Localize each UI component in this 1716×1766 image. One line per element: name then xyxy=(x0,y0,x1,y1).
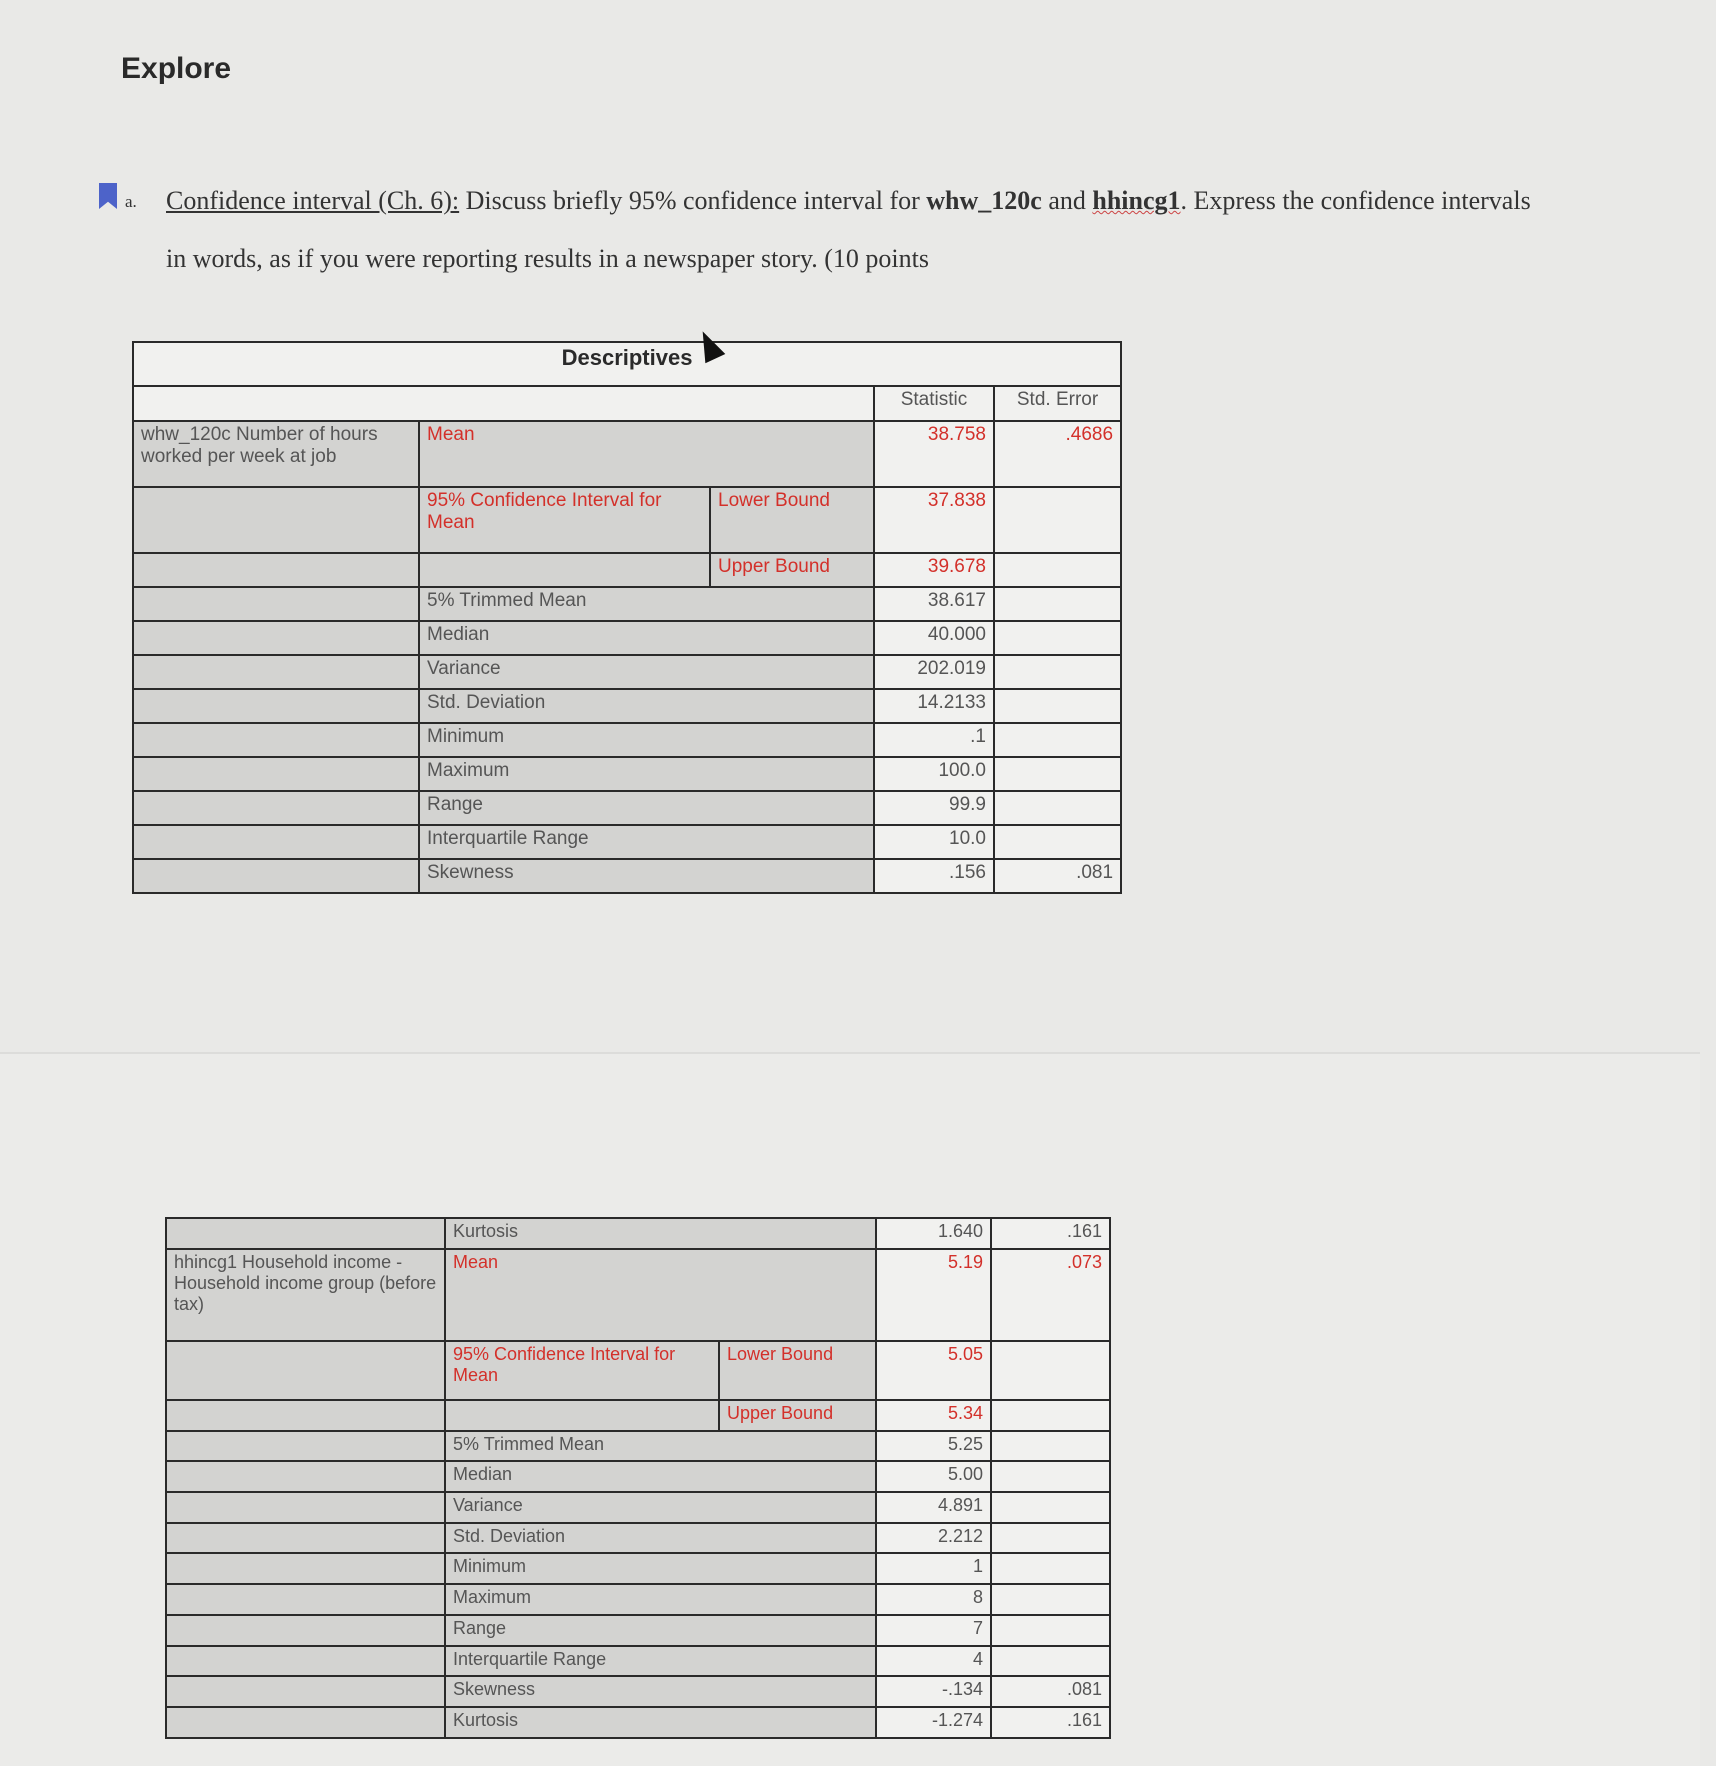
header-std-error: Std. Error xyxy=(994,386,1121,421)
question-number: a. xyxy=(125,192,137,211)
std-error-value xyxy=(994,487,1121,553)
table-row xyxy=(133,825,1121,859)
statistic-value: 5.00 xyxy=(876,1461,991,1492)
std-error-value xyxy=(994,621,1121,655)
row-label: Std. Deviation xyxy=(419,689,874,723)
table-row xyxy=(133,553,1121,587)
row-label: Variance xyxy=(445,1492,876,1523)
table-row xyxy=(166,1249,1110,1341)
table-row xyxy=(133,421,1121,487)
statistic-value: 8 xyxy=(876,1584,991,1615)
table-row xyxy=(166,1400,1110,1431)
row-label-mean: Mean xyxy=(445,1249,876,1341)
table-row xyxy=(133,757,1121,791)
descriptives-table-hhincg1 xyxy=(165,1217,1111,1739)
table-row xyxy=(166,1615,1110,1646)
blank-cell xyxy=(166,1523,445,1554)
blank-cell xyxy=(166,1676,445,1707)
header-blank xyxy=(133,386,874,421)
blank-cell xyxy=(166,1707,445,1738)
statistic-value: 38.758 xyxy=(874,421,994,487)
statistic-value: 39.678 xyxy=(874,553,994,587)
table-row xyxy=(133,487,1121,553)
table-row xyxy=(166,1676,1110,1707)
std-error-value xyxy=(991,1492,1110,1523)
table-row xyxy=(166,1218,1110,1249)
std-error-value xyxy=(991,1461,1110,1492)
row-label: Maximum xyxy=(419,757,874,791)
question-part: and xyxy=(1041,186,1093,215)
header-statistic: Statistic xyxy=(874,386,994,421)
row-label: Variance xyxy=(419,655,874,689)
row-label-mean: Mean xyxy=(419,421,874,487)
question-part: . Express the confidence intervals in words, as if you were reporting results in a newspaper story. (10 points xyxy=(166,186,1531,273)
blank-cell xyxy=(133,757,419,791)
table-row xyxy=(166,1707,1110,1738)
descriptives-table-whw120c xyxy=(132,341,1122,894)
upper-bound-label: Upper Bound xyxy=(719,1400,876,1431)
table-row xyxy=(133,621,1121,655)
statistic-value: 14.2133 xyxy=(874,689,994,723)
row-label: Kurtosis xyxy=(445,1707,876,1738)
statistic-value: 10.0 xyxy=(874,825,994,859)
statistic-value: 1.640 xyxy=(876,1218,991,1249)
statistic-value: 99.9 xyxy=(874,791,994,825)
blank-cell xyxy=(419,553,710,587)
statistic-value: 2.212 xyxy=(876,1523,991,1554)
row-label: Range xyxy=(445,1615,876,1646)
blank-cell xyxy=(166,1461,445,1492)
question-text xyxy=(166,172,1546,288)
table-title: Descriptives xyxy=(133,342,1121,386)
blank-cell xyxy=(133,859,419,893)
std-error-value: .161 xyxy=(991,1218,1110,1249)
variable-label: whw_120c Number of hours worked per week at job xyxy=(133,421,419,487)
std-error-value xyxy=(994,689,1121,723)
row-label: Interquartile Range xyxy=(445,1646,876,1677)
row-label: Median xyxy=(419,621,874,655)
std-error-value xyxy=(994,757,1121,791)
table-row xyxy=(133,386,1121,421)
question-topic: Confidence interval (Ch. 6): xyxy=(166,186,460,215)
blank-cell xyxy=(166,1553,445,1584)
variable-name: hhincg1 xyxy=(1092,186,1181,215)
blank-cell xyxy=(133,487,419,553)
row-label: Skewness xyxy=(419,859,874,893)
std-error-value xyxy=(991,1615,1110,1646)
statistic-value: 7 xyxy=(876,1615,991,1646)
std-error-value: .073 xyxy=(991,1249,1110,1341)
std-error-value xyxy=(994,587,1121,621)
table-row xyxy=(166,1461,1110,1492)
table-row xyxy=(133,723,1121,757)
std-error-value xyxy=(991,1553,1110,1584)
statistic-value: 38.617 xyxy=(874,587,994,621)
blank-cell xyxy=(133,655,419,689)
blank-cell xyxy=(166,1400,445,1431)
table-row xyxy=(133,342,1121,386)
table-row xyxy=(166,1584,1110,1615)
statistic-value: 5.34 xyxy=(876,1400,991,1431)
std-error-value: .081 xyxy=(991,1676,1110,1707)
statistic-value: 5.19 xyxy=(876,1249,991,1341)
std-error-value xyxy=(994,791,1121,825)
std-error-value xyxy=(991,1400,1110,1431)
lower-bound-label: Lower Bound xyxy=(710,487,874,553)
blank-cell xyxy=(166,1646,445,1677)
statistic-value: 1 xyxy=(876,1553,991,1584)
row-label: Minimum xyxy=(419,723,874,757)
table-row xyxy=(166,1431,1110,1462)
statistic-value: -1.274 xyxy=(876,1707,991,1738)
row-label: Std. Deviation xyxy=(445,1523,876,1554)
statistic-value: 202.019 xyxy=(874,655,994,689)
variable-name: whw_120c xyxy=(926,186,1042,215)
table-row xyxy=(166,1492,1110,1523)
blank-cell xyxy=(166,1584,445,1615)
std-error-value xyxy=(991,1646,1110,1677)
std-error-value: .081 xyxy=(994,859,1121,893)
table-row xyxy=(133,859,1121,893)
table-row xyxy=(166,1523,1110,1554)
statistic-value: 37.838 xyxy=(874,487,994,553)
ci-label: 95% Confidence Interval for Mean xyxy=(445,1341,719,1400)
row-label: Skewness xyxy=(445,1676,876,1707)
std-error-value xyxy=(991,1523,1110,1554)
blank-cell xyxy=(133,553,419,587)
blank-cell xyxy=(445,1400,719,1431)
blank-cell xyxy=(166,1492,445,1523)
blank-cell xyxy=(133,825,419,859)
std-error-value xyxy=(994,655,1121,689)
statistic-value: 4.891 xyxy=(876,1492,991,1523)
row-label: Range xyxy=(419,791,874,825)
table-row xyxy=(166,1553,1110,1584)
statistic-value: 100.0 xyxy=(874,757,994,791)
table-row xyxy=(133,791,1121,825)
std-error-value xyxy=(991,1431,1110,1462)
table-row xyxy=(133,655,1121,689)
blank-cell xyxy=(166,1341,445,1400)
statistic-value: 5.05 xyxy=(876,1341,991,1400)
std-error-value xyxy=(994,553,1121,587)
table-row xyxy=(133,587,1121,621)
variable-label: hhincg1 Household income - Household income group (before tax) xyxy=(166,1249,445,1341)
bookmark-icon[interactable] xyxy=(99,183,117,209)
table-row xyxy=(133,689,1121,723)
std-error-value xyxy=(994,825,1121,859)
std-error-value xyxy=(991,1341,1110,1400)
section-heading: Explore xyxy=(121,52,232,85)
lower-bound-label: Lower Bound xyxy=(719,1341,876,1400)
blank-cell xyxy=(166,1615,445,1646)
row-label: 5% Trimmed Mean xyxy=(419,587,874,621)
blank-cell xyxy=(133,689,419,723)
table-row xyxy=(166,1341,1110,1400)
std-error-value: .4686 xyxy=(994,421,1121,487)
upper-bound-label: Upper Bound xyxy=(710,553,874,587)
statistic-value: 5.25 xyxy=(876,1431,991,1462)
row-label: Interquartile Range xyxy=(419,825,874,859)
row-label: Maximum xyxy=(445,1584,876,1615)
blank-cell xyxy=(133,791,419,825)
std-error-value xyxy=(991,1584,1110,1615)
blank-cell xyxy=(133,621,419,655)
row-label: Minimum xyxy=(445,1553,876,1584)
blank-cell xyxy=(166,1431,445,1462)
blank-cell xyxy=(133,723,419,757)
statistic-value: .156 xyxy=(874,859,994,893)
table-row xyxy=(166,1646,1110,1677)
question-part: Discuss briefly 95% confidence interval for xyxy=(459,186,927,215)
row-label: 5% Trimmed Mean xyxy=(445,1431,876,1462)
ci-label: 95% Confidence Interval for Mean xyxy=(419,487,710,553)
std-error-value xyxy=(994,723,1121,757)
statistic-value: .1 xyxy=(874,723,994,757)
row-label: Kurtosis xyxy=(445,1218,876,1249)
statistic-value: 40.000 xyxy=(874,621,994,655)
std-error-value: .161 xyxy=(991,1707,1110,1738)
statistic-value: -.134 xyxy=(876,1676,991,1707)
blank-cell xyxy=(166,1218,445,1249)
statistic-value: 4 xyxy=(876,1646,991,1677)
blank-cell xyxy=(133,587,419,621)
row-label: Median xyxy=(445,1461,876,1492)
